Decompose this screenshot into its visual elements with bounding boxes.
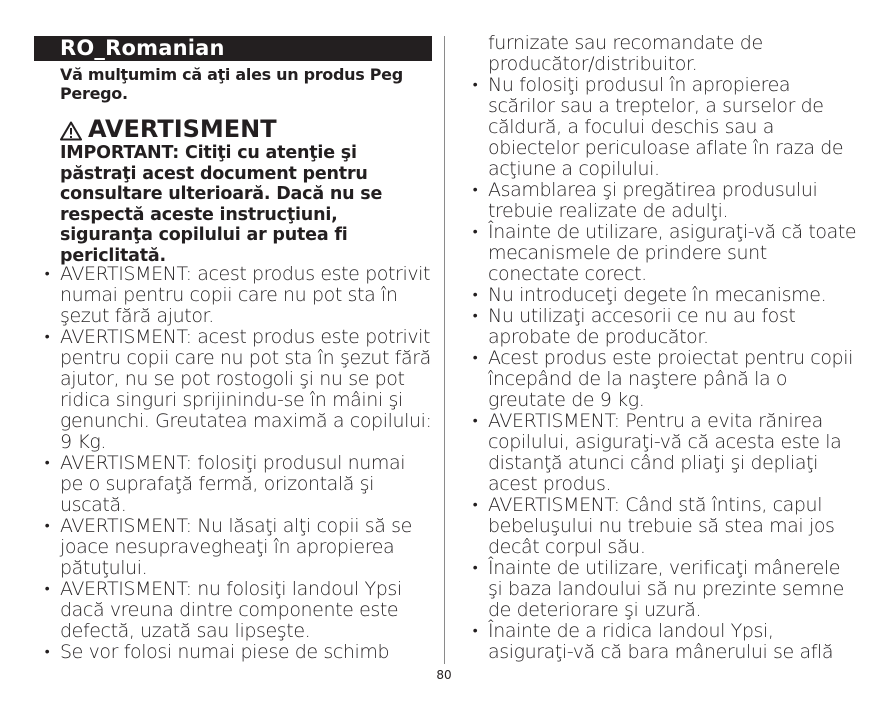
bullet: • — [472, 623, 478, 639]
list-item — [462, 180, 857, 222]
list-item-text: AVERTISMENT: Pentru a evita rănirea copilului, asiguraţi-vă că acesta este la distanţă atunci când pliaţi şi depliaţi acest produs. — [488, 410, 842, 495]
list-item-text: AVERTISMENT: acest produs este potrivit numai pentru copii care nu pot sta în şezut fără ajutor. — [60, 263, 431, 327]
list-item-text: Se vor folosi numai piese de schimb — [60, 641, 390, 663]
list-item — [34, 642, 432, 663]
list-item-text: Nu introduceţi degete în mecanisme. — [488, 284, 827, 306]
important-notice: IMPORTANT: Citiţi cu atenţie şi păstraţi acest document pentru consultare ulterioară. Dacă nu se respectă aceste instrucţiuni, siguranţa copilului ar putea fi periclitată. — [60, 143, 383, 266]
bullet: • — [472, 287, 478, 303]
bullet: • — [44, 644, 50, 660]
list-item — [462, 621, 857, 663]
list-item-text: AVERTISMENT: folosiţi produsul numai pe o suprafaţă fermă, orizontală şi uscată. — [60, 452, 406, 516]
bullet: • — [44, 266, 50, 282]
bullet: • — [44, 455, 50, 471]
list-item-text: Înainte de utilizare, verificaţi mânerele şi baza landoului să nu prezinte semne de deteriorare şi uzură. — [488, 557, 844, 621]
list-item-text: Nu folosiţi produsul în apropierea scărilor sau a treptelor, a surselor de căldură, a focului deschis sau a obiectelor periculoase aflate în raza de acţiune a copilului. — [488, 74, 844, 180]
list-item — [462, 75, 857, 180]
list-item-text: AVERTISMENT: acest produs este potrivit pentru copii care nu pot sta în şezut fără ajutor, nu se pot rostogoli şi nu se pot ridica singuri sprijinindu-se în mâini şi genunchi. Greutatea maximă a copilului: 9 Kg. — [60, 326, 432, 453]
thank-you-text: Vă mulţumim că aţi ales un produs Peg Perego. — [60, 65, 403, 103]
bullet: • — [472, 308, 478, 324]
bullet: • — [472, 182, 478, 198]
left-warning-list — [34, 264, 432, 663]
column-divider — [444, 36, 445, 664]
bullet: • — [472, 497, 478, 513]
list-item — [462, 306, 857, 348]
warning-triangle-icon — [60, 119, 82, 139]
language-section-header: RO_Romanian — [34, 36, 432, 61]
bullet: • — [472, 224, 478, 240]
list-item-text: AVERTISMENT: Când stă întins, capul bebeluşului nu trebuie să stea mai jos decât corpul său. — [488, 494, 835, 558]
list-item-text: Înainte de a ridica landoul Ypsi, asiguraţi-vă că bara mânerului se află — [488, 620, 834, 663]
list-item-text: AVERTISMENT: Nu lăsaţi alţi copii să se joace nesupravegheaţi în apropierea pătuţului. — [60, 515, 412, 579]
list-item — [34, 327, 432, 453]
bullet: • — [472, 413, 478, 429]
continued-text: furnizate sau recomandate de producător/distribuitor. — [488, 32, 763, 75]
bullet: • — [472, 560, 478, 576]
list-item-text: Asamblarea şi pregătirea produsului trebuie realizate de adulţi. — [488, 179, 818, 222]
list-item — [462, 411, 857, 495]
bullet: • — [472, 77, 478, 93]
list-item — [34, 453, 432, 516]
bullet: • — [44, 518, 50, 534]
list-item — [462, 348, 857, 411]
list-item-text: Acest produs este proiectat pentru copii începând de la naştere până la o greutate de 9 kg. — [488, 347, 853, 411]
right-warning-list — [462, 75, 857, 663]
warning-heading — [60, 115, 277, 143]
list-item — [34, 264, 432, 327]
warning-title: AVERTISMENT — [88, 115, 277, 143]
list-item-text: Nu utilizaţi accesorii ce nu au fost aprobate de producător. — [488, 305, 796, 348]
list-item — [462, 495, 857, 558]
list-item — [462, 558, 857, 621]
page-number: 80 — [436, 668, 452, 682]
list-item — [462, 222, 857, 285]
list-item-text: AVERTISMENT: nu folosiţi landoul Ypsi dacă vreuna dintre componente este defectă, uzată sau lipseşte. — [60, 578, 402, 642]
list-item — [34, 516, 432, 579]
bullet: • — [472, 350, 478, 366]
list-item — [462, 285, 857, 306]
bullet: • — [44, 581, 50, 597]
list-item — [34, 579, 432, 642]
bullet: • — [44, 329, 50, 345]
list-item-text: Înainte de utilizare, asiguraţi-vă că toate mecanismele de prindere sunt conectate corect. — [488, 221, 857, 285]
